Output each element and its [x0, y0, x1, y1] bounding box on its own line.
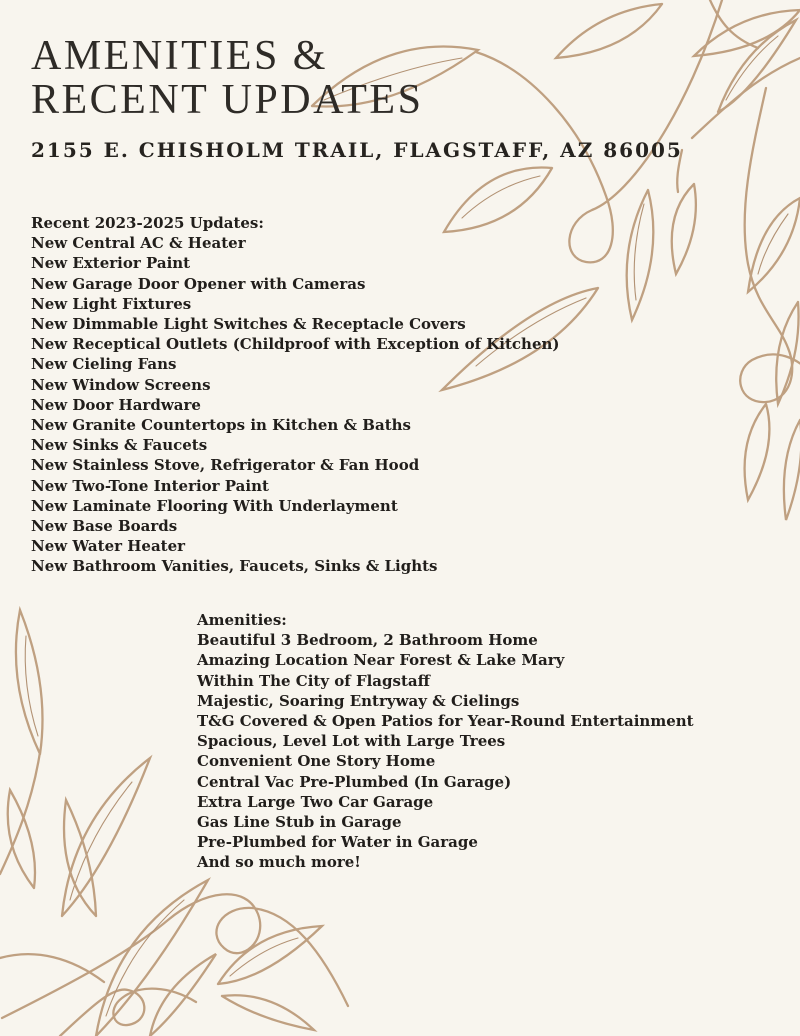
update-item: New Receptical Outlets (Childproof with Exception of Kitchen) [31, 335, 560, 354]
update-item: New Base Boards [31, 517, 178, 536]
update-item: New Garage Door Opener with Cameras [31, 274, 366, 293]
amenities-section [197, 610, 694, 873]
amenity-item: Gas Line Stub in Garage [197, 813, 402, 832]
amenity-item: Amazing Location Near Forest & Lake Mary [197, 651, 565, 670]
updates-section [31, 213, 560, 577]
updates-list [31, 233, 560, 576]
update-item: New Door Hardware [31, 395, 201, 414]
update-item: New Window Screens [31, 375, 211, 394]
update-item: New Water Heater [31, 537, 186, 556]
update-item: New Cieling Fans [31, 355, 177, 374]
amenity-item: Pre-Plumbed for Water in Garage [197, 833, 478, 852]
amenity-item: Central Vac Pre-Plumbed (In Garage) [197, 772, 512, 791]
update-item: New Dimmable Light Switches & Receptacle Covers [31, 315, 466, 334]
page-title [31, 34, 423, 122]
amenity-item: T&G Covered & Open Patios for Year-Round Entertainment [197, 712, 694, 731]
update-item: New Laminate Flooring With Underlayment [31, 496, 398, 515]
update-item: New Two-Tone Interior Paint [31, 476, 269, 495]
amenity-item: Within The City of Flagstaff [197, 671, 430, 690]
amenity-item: And so much more! [197, 853, 361, 872]
amenity-item: Convenient One Story Home [197, 752, 436, 771]
title-line-1: AMENITIES & [31, 33, 328, 79]
update-item: New Exterior Paint [31, 254, 191, 273]
update-item: New Central AC & Heater [31, 234, 246, 253]
property-address: 2155 E. CHISHOLM TRAIL, FLAGSTAFF, AZ 86005 [31, 138, 683, 162]
amenities-list [197, 630, 694, 872]
update-item: New Granite Countertops in Kitchen & Baths [31, 416, 411, 435]
update-item: New Stainless Stove, Refrigerator & Fan Hood [31, 456, 420, 475]
update-item: New Sinks & Faucets [31, 436, 208, 455]
amenity-item: Majestic, Soaring Entryway & Cielings [197, 691, 520, 710]
update-item: New Light Fixtures [31, 294, 192, 313]
amenity-item: Extra Large Two Car Garage [197, 792, 434, 811]
amenity-item: Beautiful 3 Bedroom, 2 Bathroom Home [197, 631, 538, 650]
amenities-heading: Amenities: [197, 611, 287, 629]
amenity-item: Spacious, Level Lot with Large Trees [197, 732, 506, 751]
title-line-2: RECENT UPDATES [31, 77, 424, 123]
update-item: New Bathroom Vanities, Faucets, Sinks & Lights [31, 557, 438, 576]
updates-heading: Recent 2023-2025 Updates: [31, 214, 264, 232]
